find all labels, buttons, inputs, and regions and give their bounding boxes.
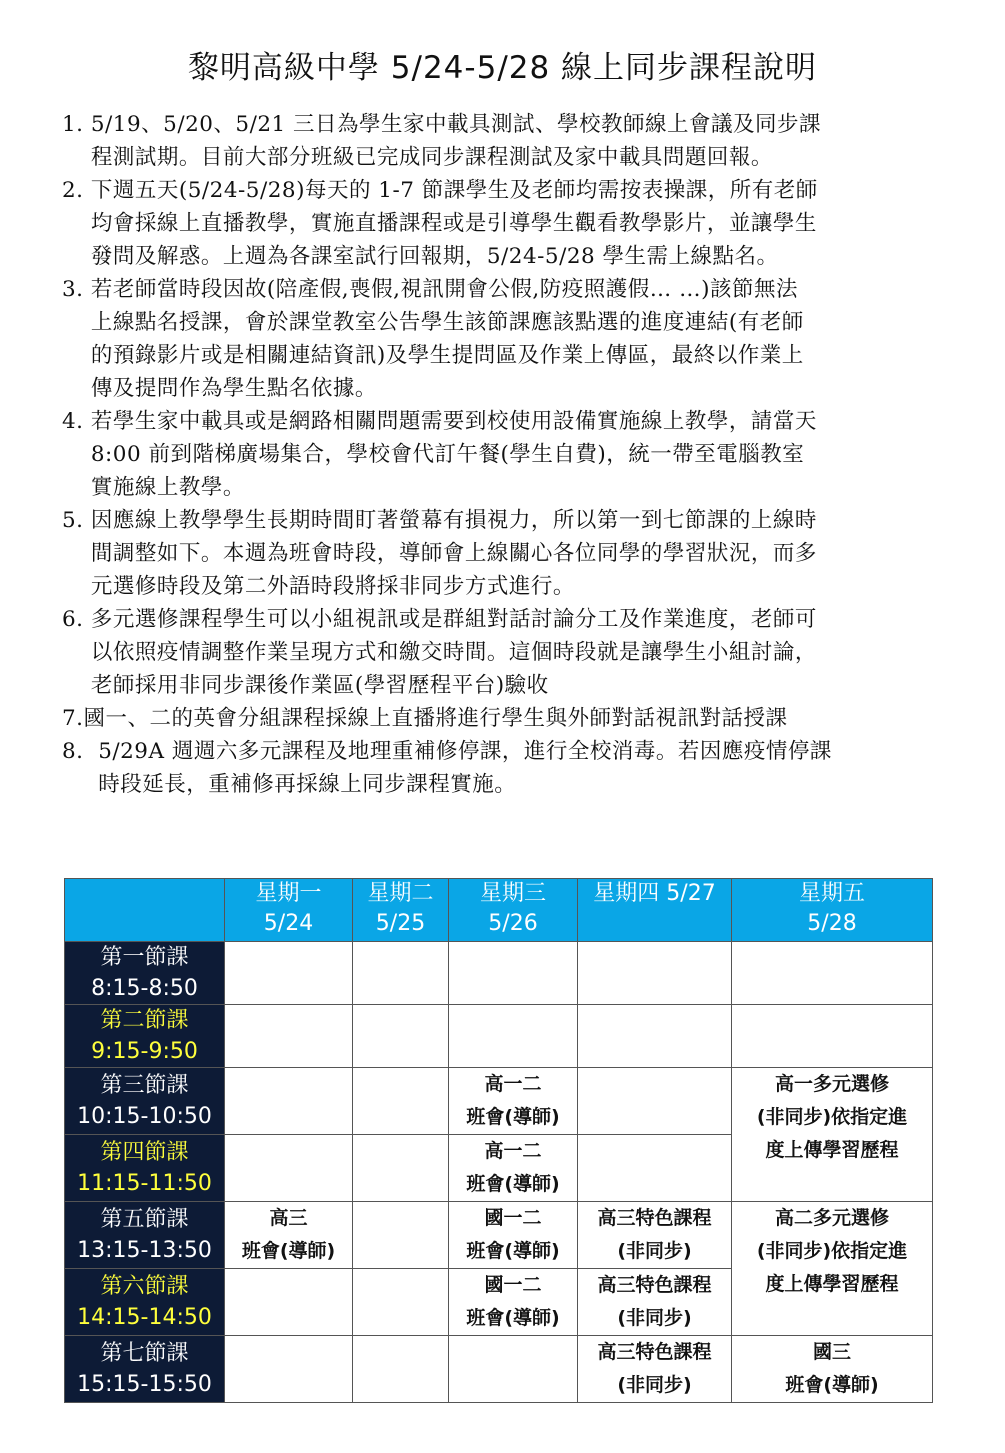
schedule-cell — [449, 1269, 578, 1336]
schedule-cell — [225, 942, 353, 1005]
cell-line: 高三 — [269, 1207, 308, 1229]
schedule-cell — [578, 1005, 732, 1068]
cell-line: 高一二 — [484, 1140, 542, 1162]
schedule-cell — [353, 1336, 449, 1403]
schedule-cell — [578, 1202, 732, 1269]
cell-line: 高三特色課程 — [597, 1207, 712, 1229]
page-title: 黎明高級中學 5/24-5/28 線上同步課程說明 — [187, 50, 818, 86]
schedule-cell — [225, 1135, 353, 1202]
period-time: 13:15-13:50 — [77, 1238, 212, 1263]
cell-line: 高三特色課程 — [597, 1274, 712, 1296]
item-line: 發問及解惑。上週為各課室試行回報期，5/24-5/28 學生需上線點名。 — [90, 244, 779, 269]
cell-line: 國三 — [812, 1341, 851, 1363]
cell-line: 班會(導師) — [466, 1106, 560, 1128]
list-item — [62, 174, 942, 273]
schedule-cell — [449, 1005, 578, 1068]
header-row — [65, 879, 933, 942]
header-date: 5/28 — [807, 911, 857, 936]
period-label — [65, 1005, 225, 1068]
item-number: 3. — [62, 277, 91, 302]
item-line: 均會採線上直播教學，實施直播課程或是引導學生觀看教學影片，並讓學生 — [90, 211, 817, 236]
cell-line: 班會(導師) — [466, 1240, 560, 1262]
item-number: 7. — [62, 706, 84, 731]
header-friday — [732, 879, 933, 942]
list-item — [62, 735, 942, 801]
item-number: 4. — [62, 409, 91, 434]
period-time: 9:15-9:50 — [91, 1039, 198, 1064]
cell-line: (非同步) — [617, 1307, 692, 1329]
period-name: 第六節課 — [100, 1274, 189, 1299]
schedule-cell — [578, 1135, 732, 1202]
cell-line: (非同步)依指定進 — [756, 1106, 908, 1128]
period-row — [65, 942, 933, 1005]
cell-line: 高一多元選修 — [774, 1073, 889, 1095]
period-label — [65, 1336, 225, 1403]
cell-line: 班會(導師) — [241, 1240, 336, 1262]
schedule-cell — [732, 1068, 933, 1202]
period-label — [65, 1269, 225, 1336]
item-number: 5. — [62, 508, 91, 533]
period-label — [65, 1068, 225, 1135]
item-line: 8:00 前到階梯廣場集合，學校會代訂午餐(學生自費)，統一帶至電腦教室 — [90, 442, 805, 467]
item-line: 國一、二的英會分組課程採線上直播將進行學生與外師對話視訊對話授課 — [83, 706, 788, 731]
header-corner — [65, 879, 225, 942]
schedule-cell — [449, 1336, 578, 1403]
schedule-cell — [449, 1068, 578, 1135]
item-line: 多元選修課程學生可以小組視訊或是群組對話討論分工及作業進度，老師可 — [90, 607, 817, 632]
header-date: 5/24 — [263, 911, 314, 936]
cell-line: 班會(導師) — [466, 1307, 560, 1329]
period-name: 第二節課 — [100, 1008, 189, 1033]
period-row — [65, 1202, 933, 1269]
list-item — [62, 603, 942, 702]
period-row — [65, 1068, 933, 1135]
period-time: 8:15-8:50 — [91, 976, 198, 1001]
item-line: 因應線上教學學生長期時間盯著螢幕有損視力，所以第一到七節課的上線時 — [90, 508, 817, 533]
item-line: 實施線上教學。 — [90, 475, 245, 500]
schedule-cell — [353, 1202, 449, 1269]
header-date: 5/25 — [375, 911, 426, 936]
schedule-cell — [449, 1202, 578, 1269]
schedule-cell — [353, 1135, 449, 1202]
schedule-cell — [578, 1336, 732, 1403]
period-label — [65, 1135, 225, 1202]
header-tuesday — [353, 879, 449, 942]
cell-line: 國一二 — [484, 1207, 542, 1229]
item-line: 的預錄影片或是相關連結資訊)及學生提問區及作業上傳區，最終以作業上 — [90, 343, 804, 368]
period-name: 第五節課 — [100, 1207, 189, 1232]
cell-line: 高一二 — [484, 1073, 542, 1095]
schedule-cell — [449, 1135, 578, 1202]
header-wednesday — [449, 879, 578, 942]
item-line: 5/29A 週週六多元課程及地理重補修停課，進行全校消毒。若因應疫情停課 — [98, 739, 832, 764]
item-number: 2. — [62, 178, 91, 203]
schedule-cell — [225, 1005, 353, 1068]
period-name: 第七節課 — [100, 1341, 189, 1366]
schedule-cell — [225, 1269, 353, 1336]
period-time: 10:15-10:50 — [77, 1104, 212, 1129]
list-item — [62, 273, 942, 405]
period-row — [65, 1336, 933, 1403]
header-date: 5/26 — [488, 911, 538, 936]
schedule-cell — [353, 942, 449, 1005]
cell-line: (非同步) — [617, 1374, 692, 1396]
period-label — [65, 942, 225, 1005]
cell-line: 國一二 — [484, 1274, 542, 1296]
item-line: 以依照疫情調整作業呈現方式和繳交時間。這個時段就是讓學生小組討論， — [90, 640, 817, 665]
list-item — [62, 504, 942, 603]
schedule-cell — [353, 1068, 449, 1135]
schedule-cell — [353, 1269, 449, 1336]
item-line: 5/19、5/20、5/21 三日為學生家中載具測試、學校教師線上會議及同步課 — [90, 112, 822, 137]
period-name: 第四節課 — [100, 1140, 189, 1165]
header-day: 星期二 — [367, 881, 434, 906]
period-time: 14:15-14:50 — [77, 1305, 212, 1330]
list-item — [62, 405, 942, 504]
header-day: 星期三 — [479, 881, 546, 906]
period-name: 第一節課 — [100, 945, 189, 970]
schedule-cell — [732, 1202, 933, 1336]
item-line: 傳及提問作為學生點名依據。 — [90, 376, 377, 401]
schedule-cell — [732, 1336, 933, 1403]
header-day: 星期四 5/27 — [593, 881, 716, 906]
schedule-cell — [225, 1068, 353, 1135]
cell-line: 度上傳學習歷程 — [765, 1273, 899, 1295]
cell-line: 班會(導師) — [466, 1173, 560, 1195]
header-day: 星期五 — [798, 881, 865, 906]
cell-line: 度上傳學習歷程 — [765, 1139, 899, 1161]
schedule-cell — [225, 1336, 353, 1403]
period-row — [65, 1005, 933, 1068]
schedule-cell — [449, 942, 578, 1005]
header-day: 星期一 — [255, 881, 322, 906]
item-line: 老師採用非同步課後作業區(學習歷程平台)驗收 — [90, 673, 549, 698]
item-line: 元選修時段及第二外語時段將採非同步方式進行。 — [90, 574, 575, 599]
schedule-cell — [578, 942, 732, 1005]
header-monday — [225, 879, 353, 942]
schedule-cell — [225, 1202, 353, 1269]
cell-line: 班會(導師) — [785, 1374, 879, 1396]
cell-line: (非同步) — [617, 1240, 692, 1262]
period-time: 11:15-11:50 — [77, 1171, 212, 1196]
item-line: 下週五天(5/24-5/28)每天的 1-7 節課學生及老師均需按表操課，所有老師 — [90, 178, 818, 203]
item-number: 8. — [62, 739, 99, 764]
item-line: 若老師當時段因故(陪產假,喪假,視訊開會公假,防疫照護假… …)該節無法 — [90, 277, 798, 302]
item-line: 程測試期。目前大部分班級已完成同步課程測試及家中載具問題回報。 — [90, 145, 773, 170]
schedule-cell — [578, 1269, 732, 1336]
schedule-cell — [732, 942, 933, 1005]
schedule-cell — [353, 1005, 449, 1068]
period-label — [65, 1202, 225, 1269]
cell-line: 高二多元選修 — [774, 1207, 889, 1229]
schedule-table — [64, 878, 933, 1403]
notice-list — [62, 108, 942, 801]
item-number: 1. — [62, 112, 91, 137]
item-number: 6. — [62, 607, 91, 632]
item-line: 時段延長，重補修再採線上同步課程實施。 — [98, 772, 517, 797]
header-thursday — [578, 879, 732, 942]
list-item — [62, 108, 942, 174]
cell-line: 高三特色課程 — [597, 1341, 712, 1363]
cell-line: (非同步)依指定進 — [756, 1240, 908, 1262]
period-time: 15:15-15:50 — [77, 1372, 212, 1397]
schedule-cell — [732, 1005, 933, 1068]
period-name: 第三節課 — [100, 1073, 189, 1098]
schedule-cell — [578, 1068, 732, 1135]
item-line: 上線點名授課，會於課堂教室公告學生該節課應該點選的進度連結(有老師 — [90, 310, 804, 335]
item-line: 間調整如下。本週為班會時段，導師會上線關心各位同學的學習狀況，而多 — [90, 541, 817, 566]
item-line: 若學生家中載具或是網路相關問題需要到校使用設備實施線上教學，請當天 — [90, 409, 817, 434]
list-item — [62, 702, 942, 735]
